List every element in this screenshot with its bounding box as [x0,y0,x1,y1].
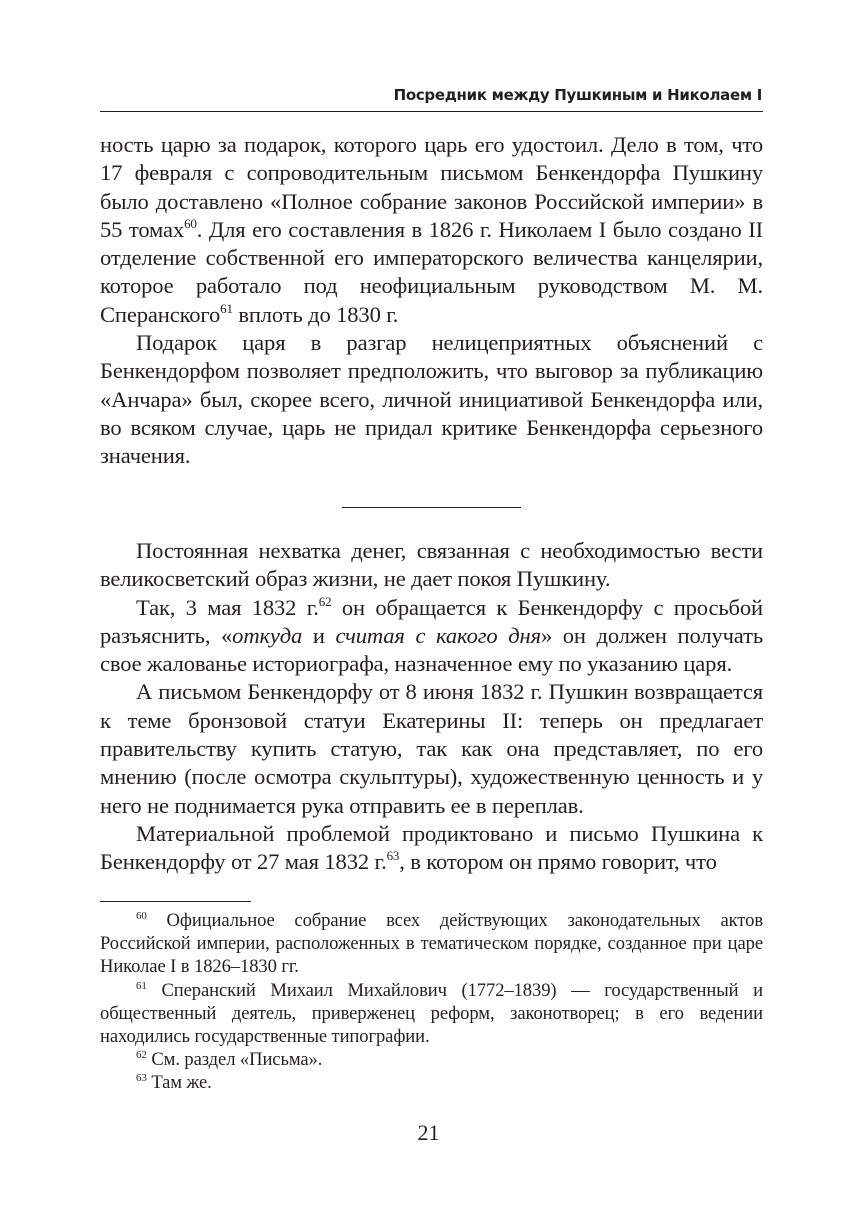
footnotes [100,909,763,1095]
text-span: он обращается к Бенкендорфу с просьбой разъяснить, « [100,594,763,648]
text-span: Так, 3 мая 1832 г. [136,594,319,620]
footnote-62 [100,1048,763,1071]
footnote-text: См. раздел «Письма». [146,1049,323,1071]
paragraph [100,594,763,679]
text-span: , в котором он прямо говорит, что [399,849,717,875]
footnote-number: 63 [136,1072,147,1085]
text-span: и [302,622,336,648]
footnote-ref-63[interactable]: 63 [386,848,400,864]
footnote-text: Официальное собрание всех действующих законодательных актов Российской империи, расположенных в тематическом порядке, созданное при царе Николае I в 1826–1830 гг. [100,910,763,978]
section-separator [342,507,521,508]
footnote-63 [100,1071,763,1094]
footnote-60 [100,909,763,979]
text-span: » он должен получать свое жалованье историографа, назначенное ему по указанию царя. [100,622,763,677]
text-block-1 [100,131,763,471]
text-span: вплоть до 1830 г. [232,301,399,327]
text-span: ность царю за подарок, которого царь его удостоил. Дело в том, что 17 февраля с сопроводительным письмом Бенкендорфа Пушкину было доставлено «Полное собрание законов Российской империи» в 55 томах [100,132,763,242]
footnote-text: Там же. [146,1072,212,1094]
page-number: 21 [417,1120,440,1145]
paragraph: Постоянная нехватка денег, связанная с необходимостью вести великосветский образ жизни, не дает покоя Пушкину. [100,538,763,592]
header-rule [100,111,763,112]
paragraph [100,820,763,877]
footnote-number: 60 [136,910,147,922]
footnote-number: 61 [136,979,147,992]
paragraph: А письмом Бенкендорфу от 8 июня 1832 г. Пушкин возвращается к теме бронзовой статуи Екатерины II: теперь он предлагает правительству купить статую, так как она представляет, по его мнению (после осмотра скульптуры), художественную ценность и у него не поднимается рука отправить ее в переплав. [100,679,763,818]
running-head: Посредник между Пушкиным и Николаем I [393,86,762,104]
footnote-text: Сперанский Михаил Михайлович (1772–1839) — государственный и общественный деятель, приверженец реформ, законотворец; в его ведении находились государственные типографии. [100,979,763,1048]
text-span: . Для его составления в 1826 г. Николаем I было создано II отделение собственной его императорского величества канцелярии, которое работало под неофициальным руководством М. М. Сперанского [100,216,764,327]
italic-text: откуда [232,622,303,648]
footnote-61 [100,979,763,1049]
footnote-rule [100,901,251,902]
footnote-ref-62[interactable]: 62 [318,593,332,609]
footnote-number: 62 [136,1049,147,1062]
paragraph: Подарок царя в разгар нелицеприятных объяснений с Бенкендорфом позволяет предположить, что выговор за публикацию «Анчара» был, скорее всего, личной инициативой Бенкендорфа или, во всяком случае, царь не придал критике Бенкендорфа серьезного значения. [100,330,763,469]
text-span: Материальной проблемой продиктовано и письмо Пушкина к Бенкендорфу от 27 мая 1832 г. [100,820,763,875]
paragraph [100,131,763,329]
text-block-2 [100,537,763,877]
footnote-ref-61[interactable]: 61 [220,300,233,316]
italic-text: считая с какого дня [335,622,541,648]
footnote-ref-60[interactable]: 60 [184,215,197,231]
